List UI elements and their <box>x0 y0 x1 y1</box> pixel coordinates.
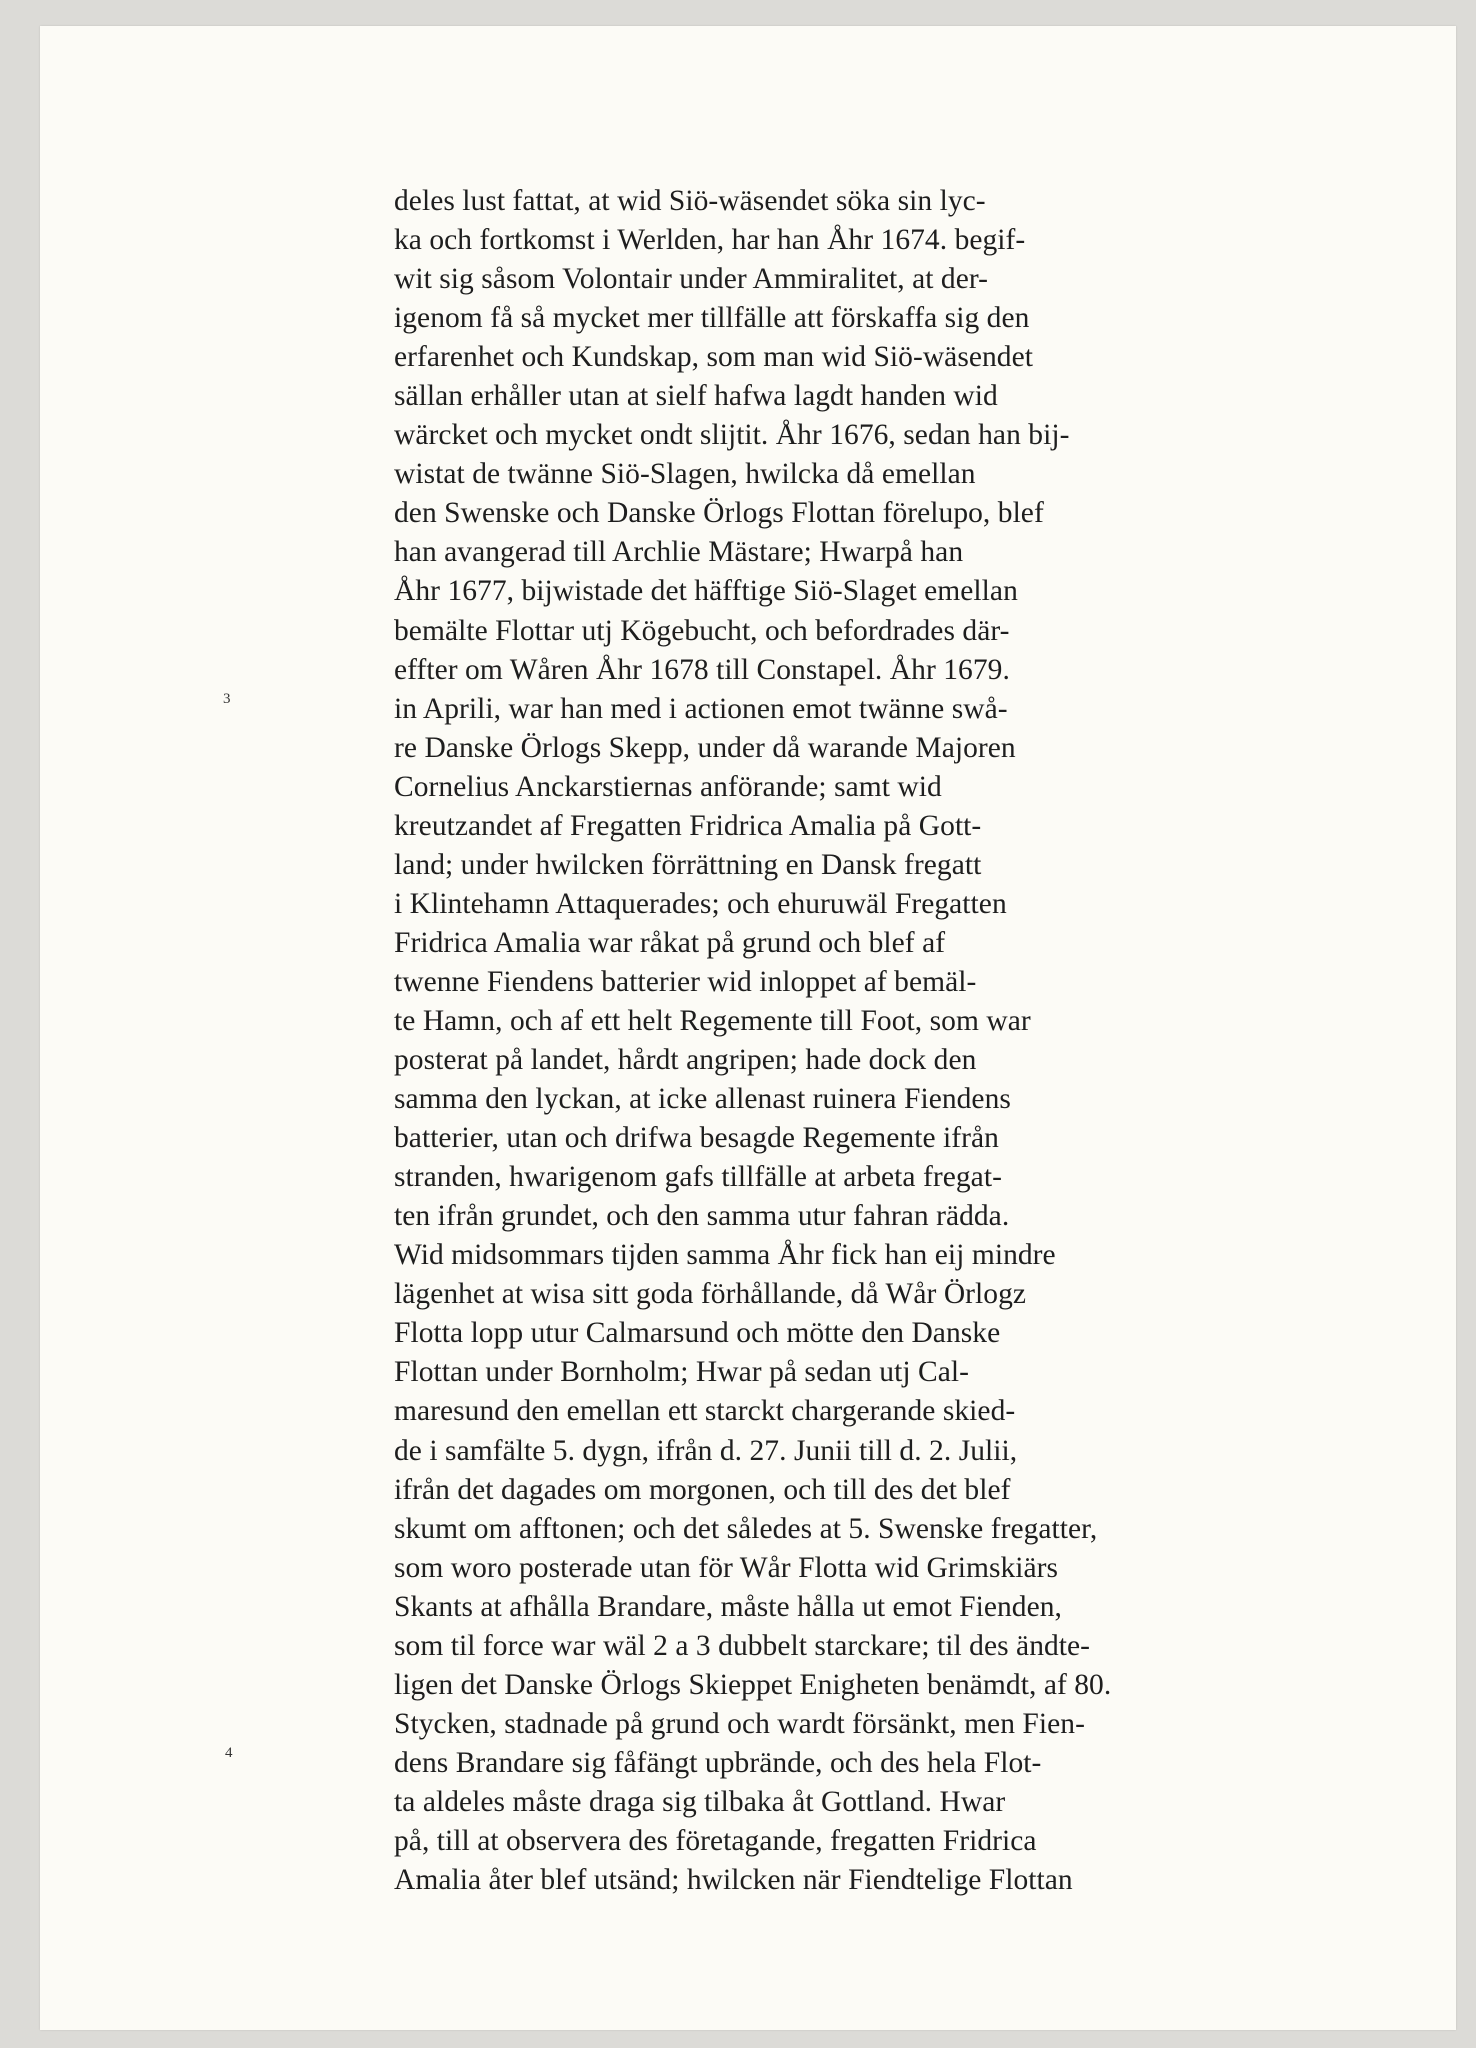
text-line: Wid midsommars tijden samma Åhr fick han eij mindre <box>394 1239 1056 1272</box>
margin-number: 4 <box>225 1745 233 1761</box>
text-line: in Aprili, war han med i actionen emot twänne swå- <box>394 692 1008 725</box>
text-line: lägenhet at wisa sitt goda förhållande, då Wår Örlogz <box>394 1278 1027 1311</box>
text-line: den Swenske och Danske Örlogs Flottan förelupo, blef <box>394 497 1044 530</box>
text-line: som woro posterade utan för Wår Flotta wid Grimskiärs <box>394 1551 1059 1584</box>
text-line: Åhr 1677, bijwistade det häfftige Siö-Slaget emellan <box>394 575 1018 608</box>
text-line: igenom få så mycket mer tillfälle att förskaffa sig den <box>394 302 1030 335</box>
text-line: bemälte Flottar utj Kögebucht, och befordrades där- <box>394 614 1010 647</box>
text-line: wit sig såsom Volontair under Ammiralitet, at der- <box>394 263 989 296</box>
text-line: twenne Fiendens batterier wid inloppet af bemäl- <box>394 965 977 998</box>
text-line: dens Brandare sig fåfängt upbrände, och des hela Flot- <box>394 1746 1042 1779</box>
text-line: batterier, utan och drifwa besagde Regemente ifrån <box>394 1122 999 1155</box>
text-line: maresund den emellan ett starckt chargerande skied- <box>394 1395 1016 1428</box>
text-line: Flotta lopp utur Calmarsund och mötte den Danske <box>394 1317 1001 1350</box>
text-line: effter om Wåren Åhr 1678 till Constapel. Åhr 1679. <box>394 653 1010 686</box>
text-line: erfarenhet och Kundskap, som man wid Siö-wäsendet <box>394 341 1033 374</box>
text-line: kreutzandet af Fregatten Fridrica Amalia på Gott- <box>394 809 982 842</box>
text-line: wistat de twänne Siö-Slagen, hwilcka då emellan <box>394 458 976 491</box>
text-line: Cornelius Anckarstiernas anförande; samt wid <box>394 770 942 803</box>
text-line: posterat på landet, hårdt angripen; hade dock den <box>394 1044 977 1077</box>
text-line: skumt om afftonen; och det således at 5. Swenske fregatter, <box>394 1512 1098 1545</box>
text-line: re Danske Örlogs Skepp, under då warande Majoren <box>394 731 1016 764</box>
body-text <box>394 182 1274 1900</box>
text-line: Flottan under Bornholm; Hwar på sedan utj Cal- <box>394 1356 969 1389</box>
text-line: Amalia åter blef utsänd; hwilcken när Fiendtelige Flottan <box>394 1864 1073 1897</box>
text-line: ligen det Danske Örlogs Skieppet Enigheten benämdt, af 80. <box>394 1668 1112 1701</box>
text-line: som til force war wäl 2 a 3 dubbelt starckare; til des ändte- <box>394 1629 1091 1662</box>
text-line: te Hamn, och af ett helt Regemente till Foot, som war <box>394 1004 1031 1037</box>
text-line: ifrån det dagades om morgonen, och till des det blef <box>394 1473 1011 1506</box>
text-line: deles lust fattat, at wid Siö-wäsendet söka sin lyc- <box>394 185 986 217</box>
text-line: de i samfälte 5. dygn, ifrån d. 27. Junii till d. 2. Julii, <box>394 1434 1018 1467</box>
text-line: samma den lyckan, at icke allenast ruinera Fiendens <box>394 1083 1011 1116</box>
text-line: Stycken, stadnade på grund och wardt försänkt, men Fien- <box>394 1707 1085 1740</box>
text-line: stranden, hwarigenom gafs tillfälle at arbeta fregat- <box>394 1161 1002 1194</box>
text-line: ka och fortkomst i Werlden, har han Åhr 1674. begif- <box>394 224 1026 257</box>
text-line: ta aldeles måste draga sig tilbaka åt Gottland. Hwar <box>394 1785 1006 1818</box>
text-line: han avangerad till Archlie Mästare; Hwarpå han <box>394 536 964 569</box>
text-line: Skants at afhålla Brandare, måste hålla ut emot Fienden, <box>394 1590 1062 1623</box>
text-line: wärcket och mycket ondt slijtit. Åhr 1676, sedan han bij- <box>394 419 1070 452</box>
text-line: sällan erhåller utan at sielf hafwa lagdt handen wid <box>394 380 998 413</box>
text-line: ten ifrån grundet, och den samma utur fahran rädda. <box>394 1200 1010 1233</box>
text-line: land; under hwilcken förrättning en Dansk fregatt <box>394 848 982 881</box>
text-line: Fridrica Amalia war råkat på grund och blef af <box>394 926 946 959</box>
document-page <box>40 26 1456 2030</box>
margin-number: 3 <box>223 691 231 707</box>
text-line: i Klintehamn Attaquerades; och ehuruwäl Fregatten <box>394 887 1007 920</box>
text-line: på, till at observera des företagande, fregatten Fridrica <box>394 1824 1037 1857</box>
